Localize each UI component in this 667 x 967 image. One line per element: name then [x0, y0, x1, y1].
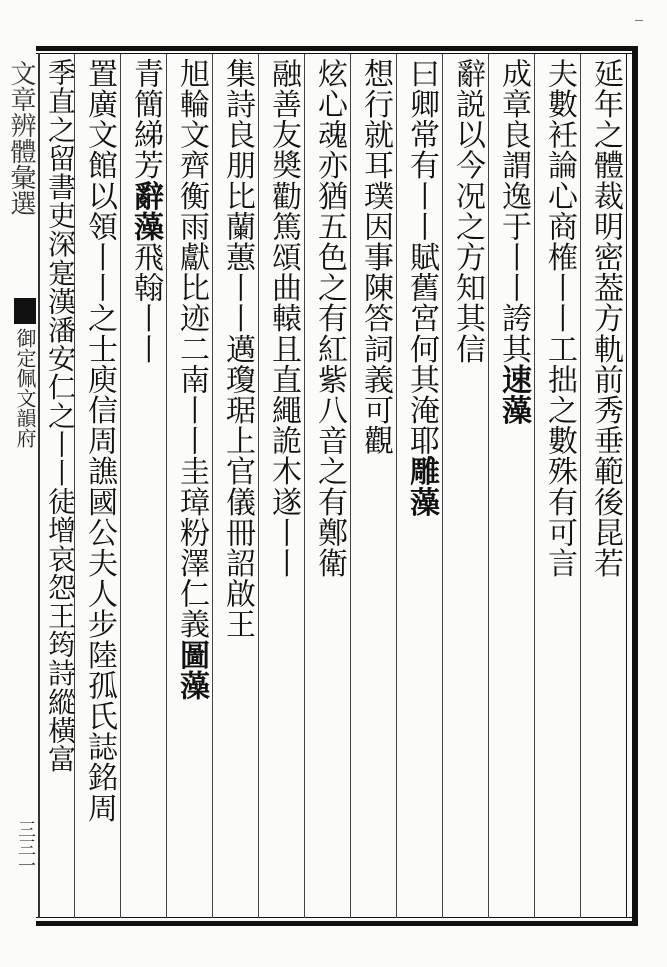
text-column-12 — [76, 58, 122, 914]
frame-top-rule — [36, 46, 638, 51]
frame-top-inner-rule — [36, 53, 638, 54]
text-column-13 — [44, 58, 77, 914]
column-text: 融善友奬勸篤頌曲轅且直繩詭木遂丨丨 — [266, 58, 301, 579]
headword-phrase: 速藻 — [496, 364, 531, 426]
fold-book-title: 御定佩文韻府 — [13, 328, 37, 448]
column-text: 季直之留書吏深寔漢潘安仁之丨丨徒增哀怨王筠詩縱橫富 — [44, 58, 77, 773]
fold-fishtail-mark — [14, 298, 36, 324]
column-text: 辭説以今况之方知其信 — [450, 58, 485, 364]
text-column-10 — [168, 58, 214, 914]
fold-top-text: 文章辨體彙選 — [6, 60, 36, 216]
column-text: 夫數衽論心商榷丨丨工拙之數殊有可言 — [542, 58, 577, 579]
frame-bottom-rule — [36, 921, 638, 926]
column-text: 置廣文館以領丨丨之士庾信周譙國公夫人步陸孤氏誌銘周 — [82, 58, 117, 823]
column-text: 曰卿常有丨丨賦舊宮何其淹耶 — [404, 58, 439, 456]
headword-phrase: 圖藻 — [174, 639, 209, 701]
text-column-4 — [444, 58, 490, 914]
fold-rule — [38, 53, 40, 918]
text-column-9 — [214, 58, 260, 914]
headword-phrase: 辭藻 — [128, 180, 163, 242]
frame-right-rule — [632, 46, 638, 926]
column-text: 延年之體裁明密葢方軌前秀垂範後昆若 — [588, 58, 623, 579]
column-text: 炫心魂亦猶五色之有紅紫八音之有鄭衛 — [312, 58, 347, 579]
text-column-1 — [582, 58, 628, 914]
frame-bottom-inner-rule — [36, 917, 638, 918]
column-text: 想行就耳璞因事陳答詞義可觀 — [358, 58, 393, 456]
column-text: 集詩良朋比蘭蕙丨丨邁瓊琚上官儀冊詔啟王 — [220, 58, 255, 640]
headword-phrase: 雕藻 — [404, 455, 439, 518]
text-column-3 — [490, 58, 536, 914]
fold-page-number: 三三一 — [15, 820, 36, 874]
text-column-6 — [352, 58, 398, 914]
column-text: 飛翰丨丨 — [128, 241, 163, 365]
column-text: 成章良謂逸于丨丨誇其 — [496, 58, 531, 364]
corner-mark — [635, 20, 643, 21]
text-column-5 — [398, 58, 444, 914]
text-column-11 — [122, 58, 168, 914]
text-column-7 — [306, 58, 352, 914]
text-column-2 — [536, 58, 582, 914]
text-column-8 — [260, 58, 306, 914]
column-text: 旭輪文齊衡雨獻比迹二南丨丨圭璋粉澤仁義 — [174, 58, 209, 640]
column-text: 青簡綈芳 — [128, 58, 163, 181]
